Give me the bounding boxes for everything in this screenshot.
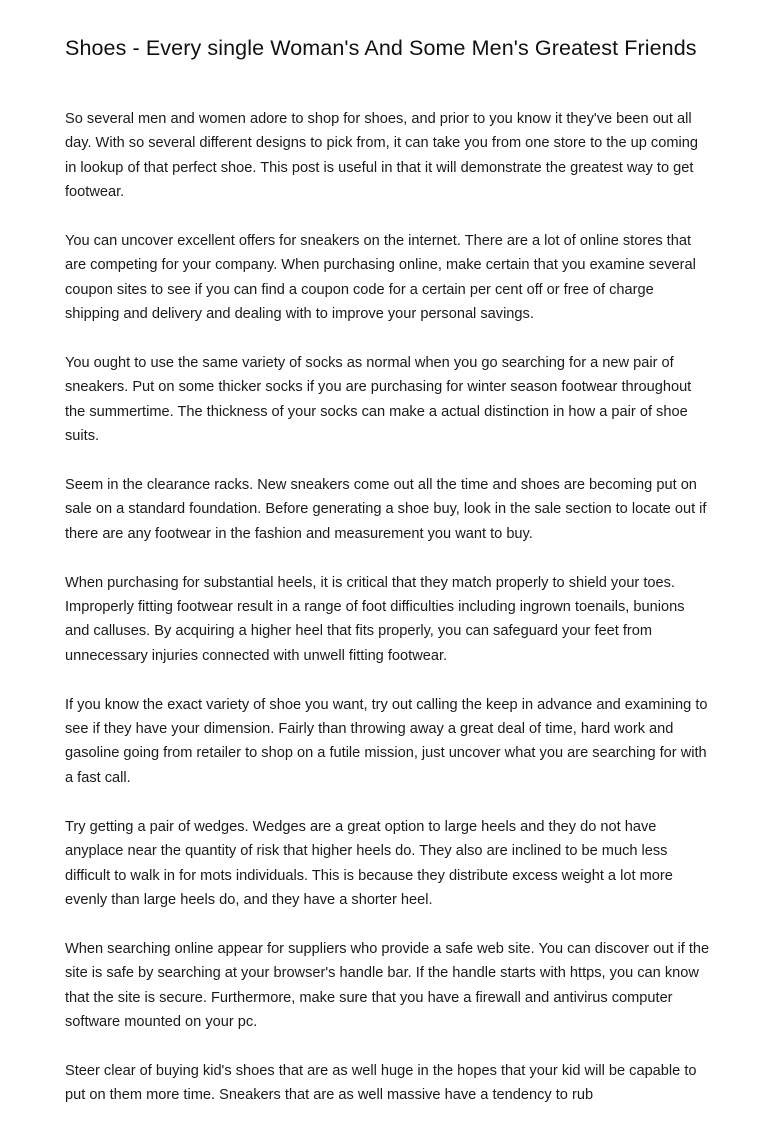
paragraph: If you know the exact variety of shoe you want, try out calling the keep in advance and examining to see if they have your dimension. Fairly than throwing away a great deal of time, hard work and gasoline going from retailer to shop on a futile mission, just uncover what you are searching for with a fast call. — [65, 696, 708, 786]
paragraph: Try getting a pair of wedges. Wedges are a great option to large heels and they do not have anyplace near the quantity of risk that higher heels do. They also are inclined to be much less difficult to walk in for mots individuals. This is because they distribute excess weight a lot more evenly than large heels do, and they have a shorter heel. — [65, 818, 673, 908]
paragraph: When searching online appear for suppliers who provide a safe web site. You can discover out if the site is safe by searching at your browser's handle bar. If the handle starts with https, you can know that the site is secure. Furthermore, make sure that you have a firewall and antivirus computer software mounted on your pc. — [65, 940, 710, 1030]
paragraph: When purchasing for substantial heels, it is critical that they match properly to shield your toes. Improperly fitting footwear result in a range of foot difficulties including ingrown toenails, bunions and calluses. By acquiring a higher heel that fits properly, you can safeguard your feet from unnecessary injuries connected with unwell fitting footwear. — [65, 574, 685, 664]
paragraph: So several men and women adore to shop for shoes, and prior to you know it they've been out all day. With so several different designs to pick from, it can take you from one store to the up coming in lookup of that perfect shoe. This post is useful in that it will demonstrate the greatest way to get footwear. — [65, 111, 698, 201]
paragraph: You can uncover excellent offers for sneakers on the internet. There are a lot of online stores that are competing for your company. When purchasing online, make certain that you examine several coupon sites to see if you can find a coupon code for a certain per cent off or free of charge shipping and delivery and dealing with to improve your personal savings. — [65, 233, 696, 323]
paragraph: Seem in the clearance racks. New sneakers come out all the time and shoes are becoming put on sale on a standard foundation. Before generating a shoe buy, look in the sale section to locate out if there are any footwear in the fashion and measurement you want to buy. — [65, 477, 707, 542]
document-title: Shoes - Every single Woman's And Some Men's Greatest Friends — [65, 36, 697, 60]
paragraph: You ought to use the same variety of socks as normal when you go searching for a new pair of sneakers. Put on some thicker socks if you are purchasing for winter season footwear throughout the summertime. The thickness of your socks can make a actual distinction in how a pair of shoe suits. — [65, 355, 692, 445]
paragraph: Steer clear of buying kid's shoes that are as well huge in the hopes that your kid will be capable to put on them more time. Sneakers that are as well massive have a tendency to rub — [65, 1062, 697, 1104]
document-body — [65, 107, 710, 1132]
